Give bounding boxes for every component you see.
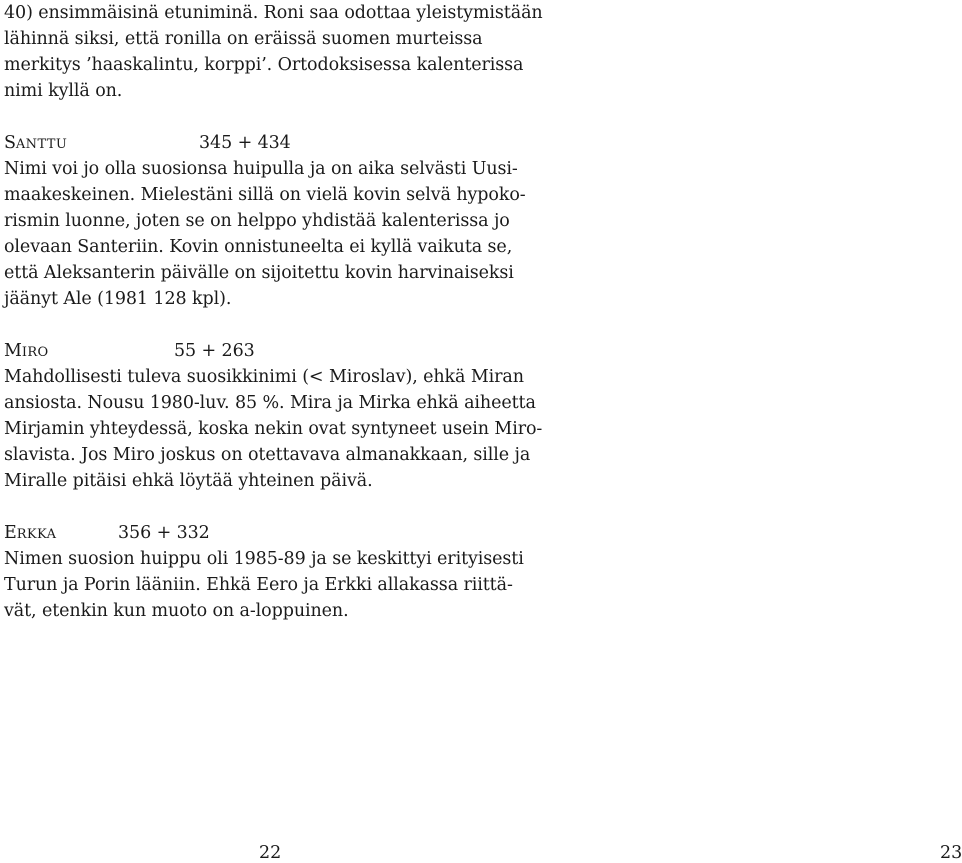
entry-name bbox=[4, 338, 174, 366]
entry-score: 345 + 434 bbox=[199, 133, 291, 153]
entry-heading bbox=[4, 520, 564, 546]
entry-santtu bbox=[4, 130, 564, 312]
page-number-left: 22 bbox=[259, 843, 282, 863]
page-number-right: 23 bbox=[940, 843, 962, 863]
text-line: olevaan Santeriin. Kovin onnistuneelta ei kyllä vaikuta se, bbox=[4, 237, 513, 257]
text-line: lähinnä siksi, että ronilla on eräissä suomen murteissa bbox=[4, 29, 483, 49]
text-line: nimi kyllä on. bbox=[4, 81, 123, 101]
text-line: Mirjamin yhteydessä, koska nekin ovat syntyneet usein Miro- bbox=[4, 419, 543, 439]
name-rest: RKKA bbox=[16, 527, 57, 542]
text-line: että Aleksanterin päivälle on sijoitettu kovin harvinaiseksi bbox=[4, 263, 514, 283]
entry-heading bbox=[4, 338, 564, 364]
text-line: Mahdollisesti tuleva suosikkinimi (< Miroslav), ehkä Miran bbox=[4, 367, 524, 387]
intro-paragraph bbox=[4, 0, 564, 104]
text-line: Nimi voi jo olla suosionsa huipulla ja on aika selvästi Uusi- bbox=[4, 159, 518, 179]
entry-score: 356 + 332 bbox=[118, 523, 210, 543]
name-initial: M bbox=[4, 341, 22, 361]
entry-miro bbox=[4, 338, 564, 494]
entry-heading bbox=[4, 130, 564, 156]
name-rest: ANTTU bbox=[15, 137, 68, 152]
text-line: maakeskeinen. Mielestäni sillä on vielä kovin selvä hypoko- bbox=[4, 185, 526, 205]
name-rest: IRO bbox=[21, 345, 49, 360]
text-line: vät, etenkin kun muoto on a-loppuinen. bbox=[4, 601, 349, 621]
entry-name bbox=[4, 520, 118, 548]
text-line: Miralle pitäisi ehkä löytää yhteinen päivä. bbox=[4, 471, 373, 491]
name-initial: S bbox=[4, 133, 16, 153]
text-line: Nimen suosion huippu oli 1985-89 ja se keskittyi erityisesti bbox=[4, 549, 524, 569]
text-column bbox=[4, 0, 564, 624]
name-initial: E bbox=[4, 523, 17, 543]
text-line: jäänyt Ale (1981 128 kpl). bbox=[4, 289, 232, 309]
entry-score: 55 + 263 bbox=[174, 341, 255, 361]
text-line: slavista. Jos Miro joskus on otettavava almanakkaan, sille ja bbox=[4, 445, 531, 465]
entry-name bbox=[4, 130, 199, 158]
text-line: rismin luonne, joten se on helppo yhdistää kalenterissa jo bbox=[4, 211, 510, 231]
entry-erkka bbox=[4, 520, 564, 624]
text-line: merkitys ’haaskalintu, korppi’. Ortodoksisessa kalenterissa bbox=[4, 55, 524, 75]
text-line: 40) ensimmäisinä etuniminä. Roni saa odottaa yleistymistään bbox=[4, 3, 543, 23]
text-line: ansiosta. Nousu 1980-luv. 85 %. Mira ja Mirka ehkä aiheetta bbox=[4, 393, 536, 413]
text-line: Turun ja Porin lääniin. Ehkä Eero ja Erkki allakassa riittä- bbox=[4, 575, 513, 595]
